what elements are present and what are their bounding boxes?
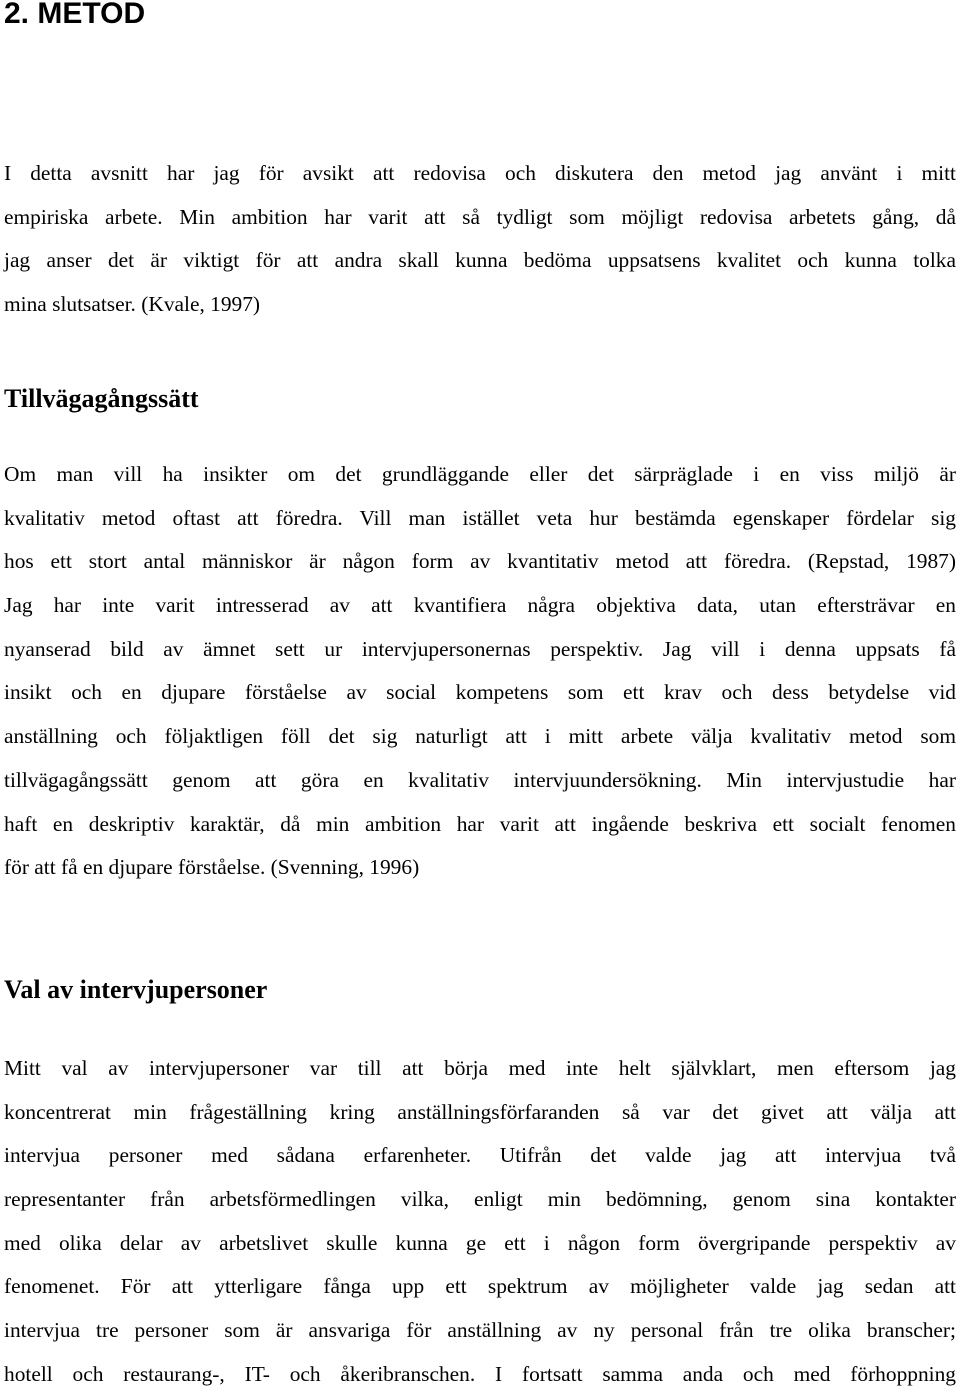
intro-paragraph: [4, 152, 956, 327]
method-line: anställning och följaktligen föll det sig naturligt att i mitt arbete välja kvalitativ metod som: [4, 724, 956, 749]
method-line: haft en deskriptiv karaktär, då min ambition har varit att ingående beskriva ett socialt fenomen: [4, 811, 956, 836]
method-line: för att få en djupare förståelse. (Svenning, 1996): [4, 855, 420, 880]
selection-line: intervjua personer med sådana erfarenheter. Utifrån det valde jag att intervjua två: [4, 1143, 956, 1168]
selection-line: hotell och restaurang-, IT- och åkeribranschen. I fortsatt samma anda och med förhoppning: [4, 1361, 956, 1386]
method-line: insikt och en djupare förståelse av social kompetens som ett krav och dess betydelse vid: [4, 680, 956, 705]
chapter-title: 2. METOD: [4, 0, 146, 30]
intro-line: empiriska arbete. Min ambition har varit att så tydligt som möjligt redovisa arbetets gång, då: [4, 204, 956, 229]
method-line: Jag har inte varit intresserad av att kvantifiera några objektiva data, utan eftersträvar en: [4, 593, 956, 618]
selection-line: fenomenet. För att ytterligare fånga upp ett spektrum av möjligheter valde jag sedan att: [4, 1274, 956, 1299]
method-line: Om man vill ha insikter om det grundläggande eller det särpräglade i en viss miljö är: [4, 462, 956, 486]
selection-line: Mitt val av intervjupersoner var till att börja med inte helt självklart, men eftersom jag: [4, 1056, 956, 1080]
method-line: tillvägagångssätt genom att göra en kvalitativ intervjuundersökning. Min intervjustudie har: [4, 767, 956, 792]
intro-line: jag anser det är viktigt för att andra skall kunna bedöma uppsatsens kvalitet och kunna tolka: [4, 248, 956, 273]
selection-line: representanter från arbetsförmedlingen vilka, enligt min bedömning, genom sina kontakter: [4, 1187, 956, 1212]
selection-line: koncentrerat min frågeställning kring anställningsförfaranden så var det givet att välja att: [4, 1099, 956, 1124]
section-heading-method: Tillvägagångssätt: [4, 384, 199, 413]
intro-line: I detta avsnitt har jag för avsikt att redovisa och diskutera den metod jag använt i mitt: [4, 161, 956, 185]
selection-line: intervjua tre personer som är ansvariga för anställning av ny personal från tre olika branscher;: [4, 1318, 956, 1343]
section-heading-selection: Val av intervjupersoner: [4, 975, 268, 1004]
selection-paragraph: [4, 1047, 956, 1397]
method-line: nyanserad bild av ämnet sett ur intervjupersonernas perspektiv. Jag vill i denna uppsats få: [4, 636, 956, 661]
selection-line: med olika delar av arbetslivet skulle kunna ge ett i någon form övergripande perspektiv av: [4, 1230, 956, 1255]
method-paragraph: [4, 453, 956, 890]
method-line: hos ett stort antal människor är någon form av kvantitativ metod att föredra. (Repstad, 1987): [4, 549, 956, 574]
method-line: kvalitativ metod oftast att föredra. Vill man istället veta hur bestämda egenskaper fördelar sig: [4, 505, 956, 530]
intro-line: mina slutsatser. (Kvale, 1997): [4, 292, 261, 317]
